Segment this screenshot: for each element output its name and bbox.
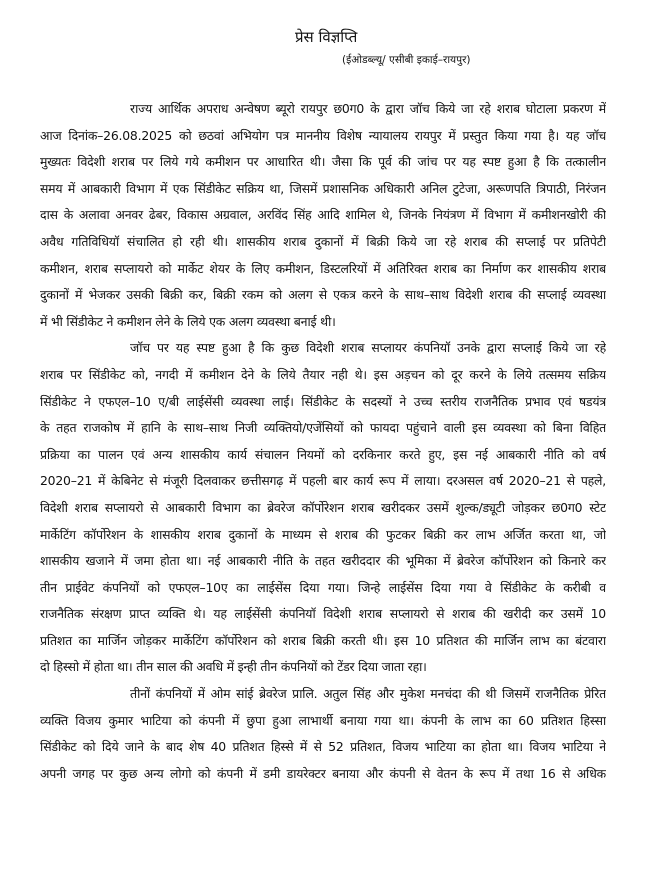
paragraph-2 <box>40 335 606 681</box>
text-line: दास के अलावा अनवर ढेबर, विकास अग्रवाल, अरविंद सिंह आदि शामिल थे, जिनके नियंत्रण में विभाग में कमीशनखोरी की <box>40 207 606 223</box>
text-line: तीन प्राईवेट कंपनियों को एफएल–10ए का लाईसेंस दिया गया। जिन्हे लाईसेंस दिया गया वे सिंडीकेट के करीबी व <box>40 579 606 595</box>
text-line: कमीशन, शराब सप्लायरो को मार्केट शेयर के लिए कमीशन, डिस्टलरियों में अतिरिक्त शराब का निर्माण कर शासकीय शराब <box>40 260 606 276</box>
text-line: तीनों कंपनियों में ओम सांई ब्रेवरेज प्रालि. अतुल सिंह और मुकेश मनचंदा की थी जिसमें राजनैतिक प्रेरित <box>130 686 606 702</box>
press-release-title: प्रेस विज्ञप्ति <box>295 28 358 46</box>
text-line: विदेशी शराब सप्लायरो से आबकारी विभाग का ब्रेवरेज कॉर्पोरेशन शराब खरीदकर उसमें शुल्क/ड्यूटी जोड़कर छ0ग0 स्टेट <box>40 499 606 515</box>
text-line: मार्केटिंग कॉर्पोरेशन के शासकीय शराब दुकानों के माध्यम से शराब की फुटकर बिक्री कर लाभ अर्जित करता था, जो <box>40 526 606 542</box>
text-line: के तहत राजकोष में हानि के साथ–साथ निजी व्यक्तियो/एजेंसियों को फायदा पहुंचाने वाली इस व्यवस्था को बिना विहित <box>40 420 606 436</box>
text-line: प्रक्रिया का पालन एवं अन्य शासकीय कार्य संचालन नियमों को दरकिनार करते हुए, इस नई आबकारी नीति को वर्ष <box>40 446 606 462</box>
text-line: व्यक्ति विजय कुमार भाटिया को कंपनी में छुपा हुआ लाभार्थी बनाया गया था। कंपनी के लाभ का 60 प्रतिशत हिस्सा <box>40 712 606 728</box>
issuing-unit-subtitle: (ईओडब्ल्यू/ एसीबी इकाई–रायपुर) <box>342 54 471 66</box>
text-line: दो हिस्सो में होता था। तीन साल की अवधि में इन्ही तीन कंपनियों को टेंडर दिया जाता रहा। <box>40 659 427 675</box>
text-line: 2020–21 में केबिनेट से मंजूरी दिलवाकर छत्तीसगढ़ में पहली बार कार्य रूप में लाया। दरअसल वर्ष 2020–21 से पहले, <box>40 473 606 489</box>
text-line: अपनी जगह पर कुछ अन्य लोगो को कंपनी में डमी डायरेक्टर बनाया और कंपनी से वेतन के रूप में तथा 16 से अधिक <box>40 765 606 781</box>
text-line: सिंडीकेट को दिये जाने के बाद शेष 40 प्रतिशत हिस्से में से 52 प्रतिशत, विजय भाटिया का होता था। विजय भाटिया ने <box>40 739 606 755</box>
text-line: प्रतिशत का मार्जिन जोड़कर मार्केटिंग कॉर्पोरेशन को शराब बिक्री करती थी। इस 10 प्रतिशत की मार्जिन लाभ का बंटवारा <box>40 632 606 648</box>
text-line: दुकानों में भेजकर उसकी बिक्री कर, बिक्री रकम को अलग से एकत्र करने के साथ–साथ विदेशी शराब की सप्लाई व्यवस्था <box>40 287 606 303</box>
text-line: राज्य आर्थिक अपराध अन्वेषण ब्यूरो रायपुर छ0ग0 के द्वारा जॉच किये जा रहे शराब घोटाला प्रकरण में <box>130 101 606 116</box>
document-body <box>40 96 606 787</box>
text-line: सिंडीकेट ने एफएल–10 ए/बी लाईसेंसी व्यवस्था लाई। सिंडीकेट के सदस्यों ने उच्च स्तरीय राजनैतिक प्रभाव एवं षडयंत्र <box>40 393 606 409</box>
text-line: अवैध गतिविधियॉ संचालित हो रही थी। शासकीय शराब दुकानों में बिक्री किये जा रहे शराब की सप्लाई पर प्रतिपेटी <box>40 233 606 249</box>
text-line: आज दिनांक–26.08.2025 को छठवां अभियोग पत्र माननीय विशेष न्यायालय रायपुर में प्रस्तुत किया गया है। यह जॉच <box>40 127 606 143</box>
text-line: समय में आबकारी विभाग में एक सिंडीकेट सक्रिय था, जिसमें प्रशासनिक अधिकारी अनिल टुटेजा, अरूणपति त्रिपाठी, निरंजन <box>40 180 606 196</box>
paragraph-1 <box>40 96 606 335</box>
text-line: मुख्यतः विदेशी शराब पर लिये गये कमीशन पर आधारित थी। जैसा कि पूर्व की जांच पर यह स्पष्ट हुआ है कि तत्कालीन <box>40 154 606 170</box>
text-line: शासकीय खजाने में जमा होता था। नई आबकारी नीति के तहत खरीददार की भूमिका में ब्रेवरेज कॉर्पोरेशन को किनारे कर <box>40 553 606 569</box>
text-line: शराब पर सिंडीकेट को, नगदी में कमीशन देने के लिये तैयार नही थे। इस अड़चन को दूर करने के लिये तत्समय सक्रिय <box>40 366 606 382</box>
text-line: जॉच पर यह स्पष्ट हुआ है कि कुछ विदेशी शराब सप्लायर कंपनियॉ उनके द्वारा सप्लाई किये जा रहे <box>130 340 606 356</box>
text-line: राजनैतिक संरक्षण प्राप्त व्यक्ति थे। यह लाईसेंसी कंपनियॉ विदेशी शराब सप्लायरो से शराब की खरीदी कर उसमें 10 <box>40 606 606 622</box>
paragraph-3 <box>40 681 606 787</box>
text-line: में भी सिंडीकेट ने कमीशन लेने के लिये एक अलग व्यवस्था बनाई थी। <box>40 313 336 329</box>
